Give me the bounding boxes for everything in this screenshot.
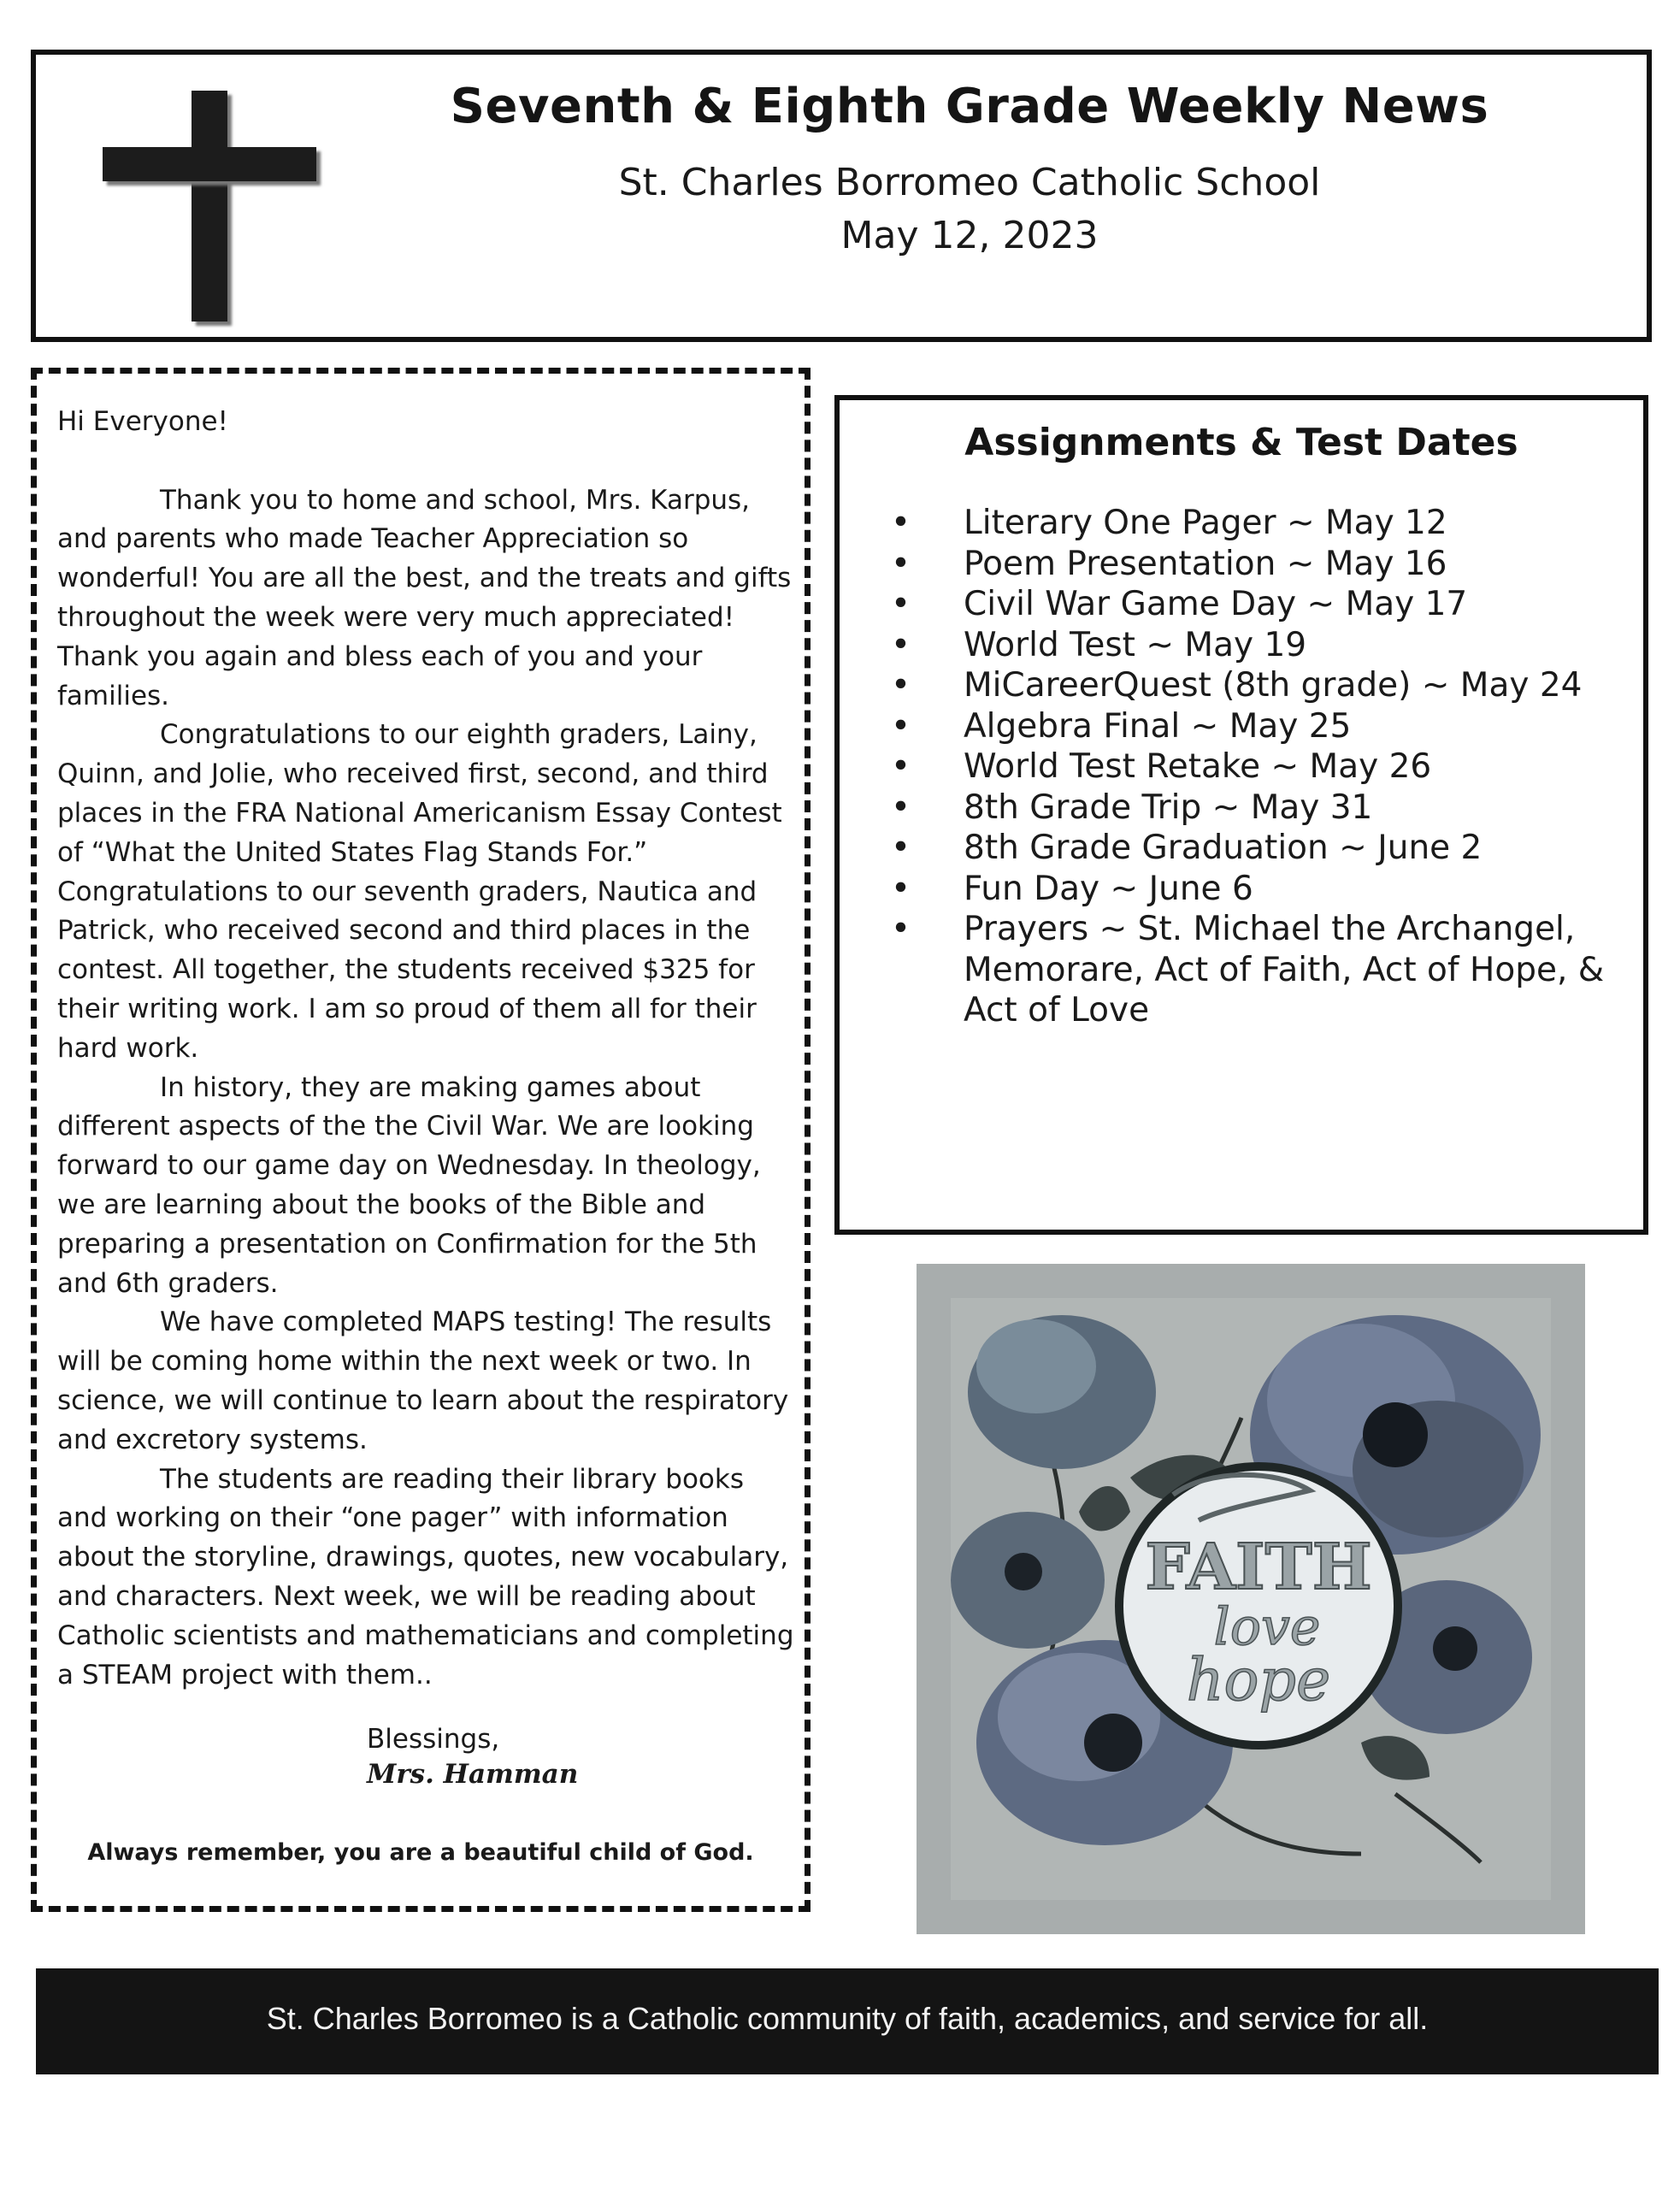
letter-paragraph: Congratulations to our eighth graders, Lainy, Quinn, and Jolie, who received first, second, and third places in the FRA National Americanism Essay Contest of “What the United States Flag Stands For.” Congratulations to our seventh graders, Nautica and Patrick, who received second and third places in the contest. All together, the students received $325 for their writing work. I am so proud of them all for their hard work. — [57, 719, 782, 1064]
artwork-word-hope: hope — [1186, 1647, 1331, 1714]
poppy-left-middle — [951, 1512, 1105, 1649]
artwork-word-love: love — [1213, 1597, 1321, 1657]
header-box — [31, 50, 1652, 342]
letter-paragraph: The students are reading their library books and working on their “one pager” with information about the storyline, drawings, quotes, new vocabulary, and characters. Next week, we will be reading about Catholic scientists and mathematicians and completing a STEAM project with them.. — [57, 1463, 794, 1690]
letter-paragraph: We have completed MAPS testing! The results will be coming home within the next week or two. In science, we will continue to learn about the respiratory and excretory systems. — [57, 1307, 789, 1455]
closing-message: Always remember, you are a beautiful child of God. — [87, 1839, 754, 1866]
bullet-icon: • — [891, 544, 911, 583]
bullet-icon: • — [891, 585, 911, 623]
newsletter-title: Seventh & Eighth Grade Weekly News — [450, 79, 1489, 134]
list-item: • World Test ~ May 19 — [891, 625, 1307, 664]
assignments-title: Assignments & Test Dates — [964, 421, 1518, 464]
flower-illustration — [917, 1264, 1585, 1934]
letter-greeting: Hi Everyone! — [57, 406, 228, 437]
faith-love-hope-artwork — [917, 1264, 1585, 1934]
bullet-icon: • — [891, 666, 911, 705]
letter-paragraph: In history, they are making games about different aspects of the the Civil War. We are looking forward to our game day on Wednesday. In theology, we are learning about the books of the Bible and preparing a presentation on Confirmation for the 5th and 6th graders. — [57, 1071, 761, 1299]
list-item: • MiCareerQuest (8th grade) ~ May 24 — [891, 666, 1583, 705]
bullet-icon: • — [891, 869, 911, 908]
letter-closing: Blessings, — [367, 1724, 500, 1755]
bullet-icon: • — [891, 706, 911, 746]
list-item: • Literary One Pager ~ May 12 — [891, 504, 1447, 542]
bullet-icon: • — [891, 747, 911, 786]
list-item: • World Test Retake ~ May 26 — [891, 747, 1432, 786]
issue-date: May 12, 2023 — [840, 214, 1099, 257]
bullet-icon: • — [891, 504, 911, 542]
list-item: • 8th Grade Graduation ~ June 2 — [891, 829, 1483, 867]
list-item: • Civil War Game Day ~ May 17 — [891, 585, 1468, 623]
bullet-icon: • — [891, 829, 911, 867]
letter-body — [57, 403, 794, 1695]
assignments-list — [891, 503, 1626, 1031]
list-item: • Fun Day ~ June 6 — [891, 869, 1253, 908]
list-item: • Poem Presentation ~ May 16 — [891, 544, 1447, 583]
list-item: • Algebra Final ~ May 25 — [891, 706, 1352, 746]
letter-signature: Mrs. Hamman — [367, 1759, 579, 1790]
footer-bar — [36, 1968, 1659, 2074]
letter-paragraph: Thank you to home and school, Mrs. Karpus, and parents who made Teacher Appreciation so wonderful! You are all the best, and the treats and gifts throughout the week were very much appreciated! Thank you again and bless each of you and your families. — [57, 484, 792, 711]
list-item: • Prayers ~ St. Michael the Archangel, Memorare, Act of Faith, Act of Hope, & Act of Love — [891, 910, 1605, 1030]
artwork-word-faith: FAITH — [1145, 1531, 1372, 1604]
school-name: St. Charles Borromeo Catholic School — [618, 161, 1321, 204]
poppy-top-left — [968, 1315, 1156, 1469]
bullet-icon: • — [891, 910, 911, 948]
teacher-letter — [31, 368, 811, 1912]
footer-mission-statement: St. Charles Borromeo is a Catholic community of faith, academics, and service for all. — [266, 2001, 1429, 2036]
bullet-icon: • — [891, 788, 911, 827]
bullet-icon: • — [891, 625, 911, 664]
assignments-box — [834, 395, 1648, 1235]
cross-icon — [103, 91, 316, 327]
list-item: • 8th Grade Trip ~ May 31 — [891, 788, 1373, 827]
